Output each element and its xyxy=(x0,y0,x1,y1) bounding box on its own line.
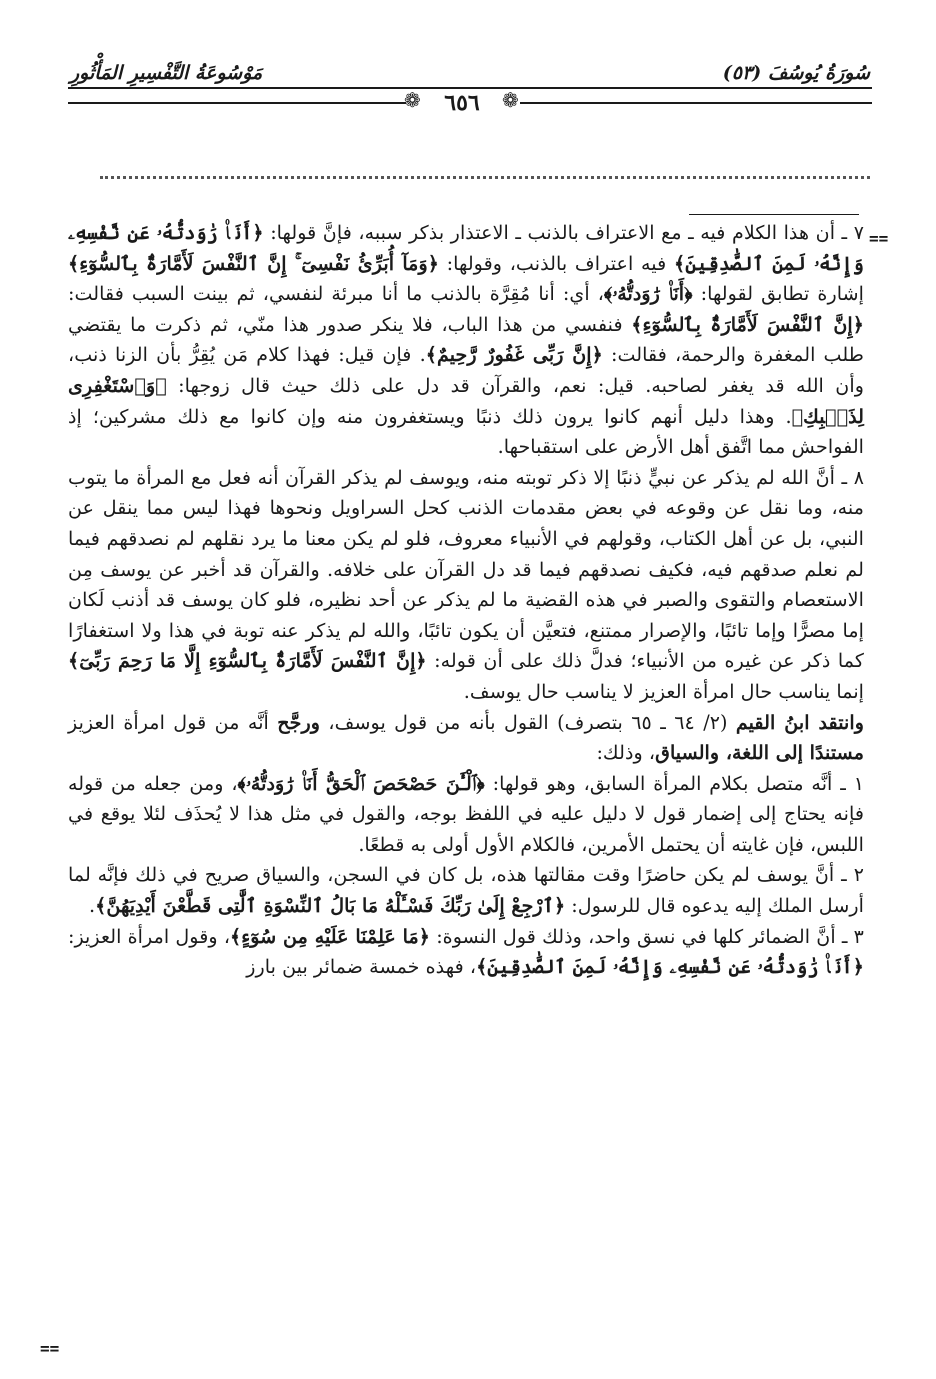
text-span: ، أي: أنا مُقِرَّة بالذنب ما أنا مبرئة لنفسي، ثم بينت السبب فقالت: xyxy=(68,282,604,306)
text-span: ١ ـ أنَّه متصل بكلام المرأة السابق، وهو قولها: xyxy=(484,771,864,795)
text-span: ٣ ـ أنَّ الضمائر كلها في نسق واحد، وذلك قول النسوة: xyxy=(430,924,864,948)
text-span: ٢ ـ أنَّ يوسف لم يكن حاضرًا وقت مقالتها هذه، بل كان في السجن، والسياق صريح في ذلك فإنَّه لما أرسل الملك إليه يدعوه قال للرسول: xyxy=(68,863,864,918)
quran-quote: ﴿أَنَا۠ رَٰوَدتُّهُۥ﴾ xyxy=(603,282,693,306)
text-span: ، ومن جعله من قوله فإنه يحتاج إلى إضمار قول لا دليل عليه في اللفظ بوجه، والقول في مثل هذا لا يُحذَف لئلا يوقع في اللبس، فإن غايته أن يحتمل الأمرين، فالكلام الأول أولى به قطعًا. xyxy=(68,771,864,856)
surah-running-title: سُورَةُ يُوسُفَ (٥٣) xyxy=(722,62,870,84)
text-span: ٧ ـ أن هذا الكلام فيه ـ مع الاعتراف بالذنب ـ الاعتذار بذكر سببه، فإنَّ قولها: xyxy=(263,221,864,244)
bold-phrase: مستندًا إلى اللغة، والسياق xyxy=(655,741,864,765)
continuation-mark-bottom: == xyxy=(40,1339,60,1358)
quran-quote: ﴿إِنَّ ٱلنَّفْسَ لَأَمَّارَةٌۢ بِٱلسُّوٓءِ﴾ xyxy=(631,312,864,336)
quran-quote: ﴿مَا عَلِمْنَا عَلَيْهِ مِن سُوٓءٍ﴾ xyxy=(230,924,431,948)
dotted-separator xyxy=(100,176,870,179)
ornament-rule-right xyxy=(520,102,872,104)
bold-phrase: وانتقد ابنُ القيم xyxy=(735,710,864,734)
paragraph-reason-3 xyxy=(68,922,864,983)
paragraph-reason-1 xyxy=(68,769,864,861)
text-span: ، فهذه خمسة ضمائر بين بارز xyxy=(246,955,477,979)
text-span: إشارة تطابق لقولها: xyxy=(692,282,864,306)
footnote-rule xyxy=(689,214,859,215)
continuation-mark-top: == xyxy=(869,229,889,248)
text-span: ، وذلك: xyxy=(596,741,656,765)
text-span: (٢/ ٦٤ ـ ٦٥ بتصرف) القول بأنه من قول يوسف، xyxy=(320,710,736,734)
paragraph-ibn-alqayyim xyxy=(68,708,864,769)
quran-quote: ﴿أَنَا۠ رَٰوَدتُّهُۥ عَن نَّفْسِهِۦ وَإِنَّهُۥ لَمِنَ ٱلصَّٰدِقِينَ﴾ xyxy=(476,955,864,979)
text-span: . xyxy=(89,894,96,918)
quran-quote: ﴿أَنَا۠ رَٰوَدتُّهُۥ عَن نَّفْسِهِۦ وَإِنَّهُۥ لَمِنَ ٱلصَّٰدِقِينَ﴾ xyxy=(68,221,864,275)
text-span: . فإن قيل: فهذا كلام مَن يُقِرُّ بأن الزنا ذنب، وأن الله قد يغفر لصاحبه. قيل: نعم، والقرآن قد دل على ذلك حيث قال زوجها: xyxy=(68,343,864,397)
quran-quote: ﴿وَٱسْتَغْفِرِى لِذَنۢبِكِ﴾ xyxy=(68,373,864,428)
bold-phrase: ورجَّح xyxy=(277,710,321,734)
quran-quote: ﴿إِنَّ رَبِّى غَفُورٌ رَّحِيمٌ﴾ xyxy=(425,343,603,367)
page-number: ٦٥٦ xyxy=(444,90,480,116)
footnote-text xyxy=(68,218,864,983)
text-span: فنفسي من هذا الباب، فلا ينكر صدور هذا منّي، ثم ذكرت ما يقتضي طلب المغفرة والرحمة، فقالت: xyxy=(68,312,865,367)
text-span: . وهذا دليل أنهم كانوا يرون ذلك ذنبًا ويستغفرون منه وإن كانوا مع ذلك مشركين؛ إذ الفواحش مما اتَّفق أهل الأرض على استقباحها. xyxy=(68,404,864,459)
paragraph-point-7 xyxy=(68,218,864,463)
book-running-title: مَوْسُوعَةُ التَّفْسِيرِ المَأْثُورِ xyxy=(70,62,263,84)
paragraph-point-8 xyxy=(68,463,864,708)
text-span: إنما يناسب حال امرأة العزيز لا يناسب حال يوسف. xyxy=(463,679,864,703)
paragraph-reason-2 xyxy=(68,860,864,921)
quran-quote: ﴿وَمَآ أُبَرِّئُ نَفْسِىٓ ۚ إِنَّ ٱلنَّفْسَ لَأَمَّارَةٌۢ بِٱلسُّوٓءِ﴾ xyxy=(68,251,439,275)
header-rule xyxy=(68,87,872,89)
text-span: فيه اعتراف بالذنب، وقولها: xyxy=(438,251,674,275)
quran-quote: ﴿ٱلْـَٰٔنَ حَصْحَصَ ٱلْحَقُّ أَنَا۠ رَٰوَدتُّهُۥ﴾ xyxy=(237,771,485,795)
ornament-rule-left xyxy=(68,102,406,104)
quran-quote: ﴿إِنَّ ٱلنَّفْسَ لَأَمَّارَةٌۢ بِٱلسُّوٓءِ إِلَّا مَا رَحِمَ رَبِّىٓ﴾ xyxy=(68,649,427,673)
text-span: ، وقول امرأة العزيز: xyxy=(68,924,231,948)
ornament-icon: ❁ xyxy=(404,88,421,112)
quran-quote: ﴿ٱرْجِعْ إِلَىٰ رَبِّكَ فَسْـَٔلْهُ مَا بَالُ ٱلنِّسْوَةِ ٱلَّٰتِى قَطَّعْنَ أَيْدِيَهُنَّ﴾ xyxy=(95,894,566,918)
ornament-icon: ❁ xyxy=(502,88,519,112)
text-span: ٨ ـ أنَّ الله لم يذكر عن نبيٍّ ذنبًا إلا ذكر توبته منه، ويوسف لم يذكر القرآن أنه فعل مع المرأة ما يتوب منه، وما نقل عن وقوعه في بعض مقدمات الذنب كحل السراويل ونحوها فهذا ليس مما ينقل عن النبي، بل عن أهل الكتاب، وقولهم في الأنبياء معروف، فلو لم يكن معنا ما يرد نقلهم لم نصدقهم فيما لم نعلم صدقهم فيه، فكيف نصدقهم فيما قد دل القرآن على خلافه. والقرآن قد أخبر عن يوسف مِن الاستعصام والتقوى والصبر في هذه القضية ما لم يذكر عن أحد نظيره، فلو كان يوسف قد أذنب لَكان إما مصرًّا وإما تائبًا، والإصرار ممتنع، فتعيَّن أن يكون تائبًا، والله لم يذكر عنه توبة في هذا ولا استغفارًا كما ذكر عن غيره من الأنبياء؛ فدلَّ ذلك على أن قوله: xyxy=(68,465,864,673)
text-span: أنَّه من قول امرأة العزيز xyxy=(68,710,278,734)
